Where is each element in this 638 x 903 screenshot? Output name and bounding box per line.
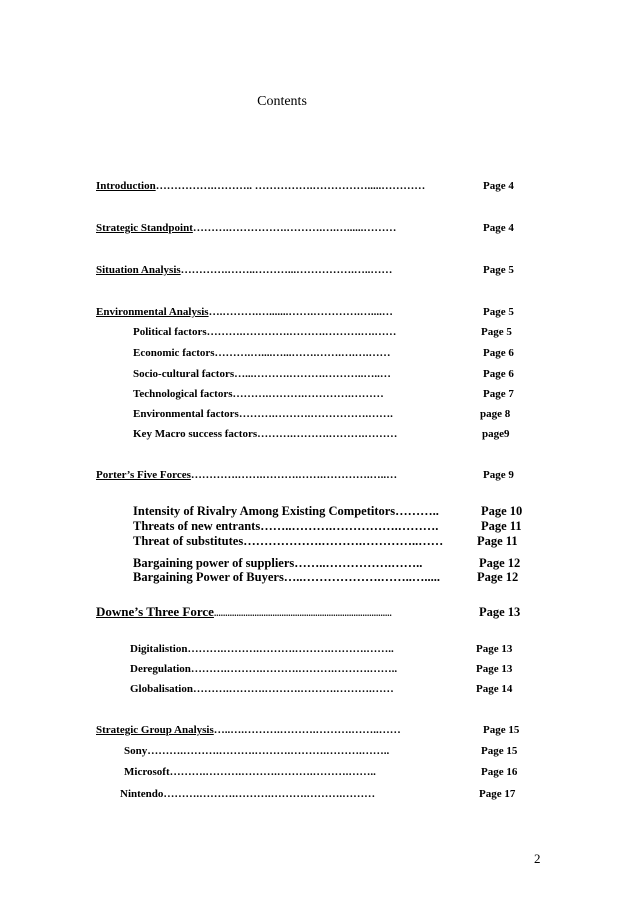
toc-subentry-sony[interactable]: Sony……….……….……….……….……….……….…….. (124, 745, 390, 757)
toc-entry-label: Strategic Standpoint (96, 222, 193, 234)
toc-page-number: Page 13 (476, 663, 513, 675)
page-number-footer: 2 (534, 851, 541, 866)
toc-page-number: Page 12 (477, 570, 519, 584)
toc-page-number: Page 13 (479, 605, 521, 619)
toc-subentry-economic[interactable]: Economic factors……….…....…...…….…….….….…… (133, 347, 391, 359)
toc-page-number: Page 14 (476, 683, 513, 695)
toc-subentry-nintendo[interactable]: Nintendo……….……….……….……….……….……… (120, 788, 376, 800)
toc-page-number: Page 12 (479, 556, 521, 570)
toc-entry-introduction[interactable] (96, 179, 425, 193)
toc-page-number: Page 17 (479, 788, 516, 800)
toc-page-number: Page 15 (481, 745, 518, 757)
toc-subentry-political[interactable]: Political factors……….………….……….……….….…… (133, 326, 397, 338)
toc-leader: ……….…………….……….….…......……… (192, 222, 397, 234)
toc-page-number: Page 16 (481, 766, 518, 778)
toc-subentry-microsoft[interactable]: Microsoft……….……….……….……….……….…….. (124, 766, 376, 778)
toc-subentry-suppliers[interactable]: Bargaining power of suppliers……..…………….…….. (133, 556, 423, 570)
toc-entry-environmental-analysis[interactable] (96, 305, 393, 319)
toc-page-number: Page 4 (483, 180, 514, 192)
toc-entry-strategic-group-analysis[interactable] (96, 723, 401, 737)
toc-subentry-socio-cultural[interactable]: Socio-cultural factors…...……….……….………..…..… (133, 368, 391, 380)
toc-subentry-environmental[interactable]: Environmental factors……….……….…………….……. (133, 408, 393, 420)
toc-page-number: Page 9 (483, 469, 514, 481)
toc-entry-strategic-standpoint[interactable] (96, 221, 396, 235)
toc-subentry-globalisation[interactable]: Globalisation……….……….……….……….……….…… (130, 683, 394, 695)
toc-subentry-substitutes[interactable]: Threat of substitutes……………….……….…………..…… (133, 534, 444, 548)
toc-entry-porters-five-forces[interactable] (96, 468, 397, 482)
toc-page-number: Page 5 (483, 264, 514, 276)
toc-page-number: Page 5 (483, 306, 514, 318)
toc-subentry-key-macro[interactable]: Key Macro success factors……….……….……….……… (133, 428, 398, 440)
toc-subentry-buyers[interactable]: Bargaining Power of Buyers…..……………….……..…..... (133, 570, 441, 584)
toc-leader: …………….……….. …………….…………….....………… (155, 180, 426, 192)
toc-entry-label: Porter’s Five Forces (96, 469, 191, 481)
toc-leader: ………….…….……….…….………….…..… (190, 469, 398, 481)
toc-page-number: Page 6 (483, 347, 514, 359)
toc-subentry-technological[interactable]: Technological factors……….……….………….……… (133, 388, 384, 400)
toc-leader: ............................................................................... (213, 608, 392, 618)
page-title: Contents (257, 94, 307, 109)
toc-subentry-digitalistion[interactable]: Digitalistion……….……….……….……….……….…….. (130, 643, 394, 655)
toc-entry-label: Environmental Analysis (96, 306, 209, 318)
toc-page-number: Page 13 (476, 643, 513, 655)
toc-leader: …..….……….……….……….……..…… (213, 724, 401, 736)
toc-page-number: page9 (482, 428, 510, 440)
toc-entry-label: Introduction (96, 180, 156, 192)
toc-entry-situation-analysis[interactable] (96, 263, 392, 277)
toc-page-number: page 8 (480, 408, 511, 420)
toc-page-number: Page 4 (483, 222, 514, 234)
toc-page-number: Page 6 (483, 368, 514, 380)
toc-entry-downes-three-force[interactable] (96, 605, 392, 620)
toc-page-number: Page 10 (481, 504, 523, 518)
toc-page-number: Page 15 (483, 724, 520, 736)
toc-entry-label: Strategic Group Analysis (96, 724, 214, 736)
toc-subentry-new-entrants[interactable]: Threats of new entrants……..……….…………….………. (133, 519, 439, 533)
toc-entry-label: Downe’s Three Force (96, 604, 214, 619)
toc-entry-label: Situation Analysis (96, 264, 181, 276)
toc-page-number: Page 11 (477, 534, 518, 548)
toc-subentry-rivalry[interactable]: Intensity of Rivalry Among Existing Competitors……….. (133, 504, 439, 518)
toc-page-number: Page 5 (481, 326, 512, 338)
toc-leader: ………….……..………...…………….…..…… (180, 264, 393, 276)
toc-leader: ….……….….......…….………….…....… (208, 306, 393, 318)
toc-page-number: Page 11 (481, 519, 522, 533)
toc-page-number: Page 7 (483, 388, 514, 400)
toc-subentry-deregulation[interactable]: Deregulation……….……….……….……….……….…….. (130, 663, 398, 675)
